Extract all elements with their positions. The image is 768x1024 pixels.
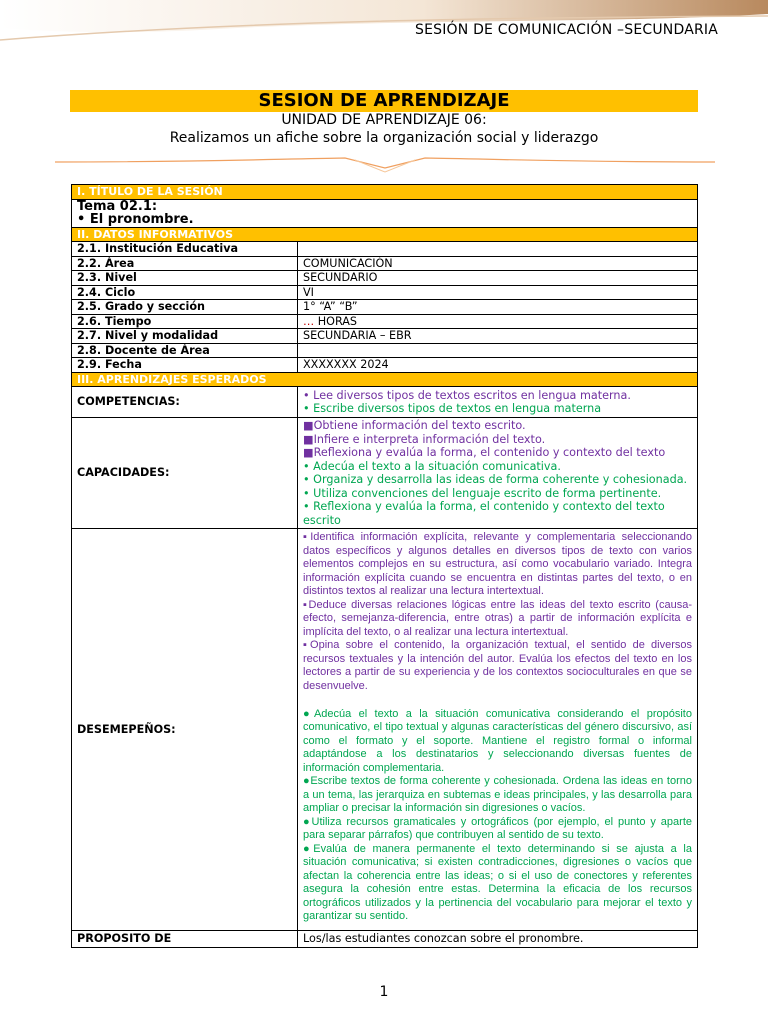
tiempo-unit: HORAS xyxy=(314,314,358,328)
competencia-item: • Escribe diversos tipos de textos en lengua materna xyxy=(303,402,602,415)
datos-label: 2.4. Ciclo xyxy=(72,285,298,300)
unit-title: UNIDAD DE APRENDIZAJE 06: xyxy=(281,112,487,128)
tema-line-2: • El pronombre. xyxy=(77,212,194,227)
competencias-row xyxy=(72,387,698,418)
capacidades-row xyxy=(72,418,698,529)
ornament-divider xyxy=(55,150,715,178)
datos-value: SECUNDARIO xyxy=(298,271,698,286)
competencia-item: • Lee diversos tipos de textos escritos en lengua materna. xyxy=(303,388,631,402)
competencias-cell xyxy=(298,387,698,418)
proposito-row xyxy=(72,930,698,947)
table-row xyxy=(72,271,698,286)
datos-label: 2.2. Área xyxy=(72,256,298,271)
table-row xyxy=(72,300,698,315)
capacidad-item: • Organiza y desarrolla las ideas de forma coherente y cohesionada. xyxy=(303,473,688,486)
capacidad-item: • Reflexiona y evalúa la forma, el contenido y contexto del texto escrito xyxy=(303,500,665,527)
capacidad-item: ■Infiere e interpreta información del texto. xyxy=(303,432,546,446)
capacidad-item: • Utiliza convenciones del lenguaje escrito de forma pertinente. xyxy=(303,486,662,500)
desempenos-label: DESEMEPEÑOS: xyxy=(72,529,298,931)
datos-label: 2.5. Grado y sección xyxy=(72,300,298,315)
desempeno-item: ●Evalúa de manera permanente el texto determinando si se ajusta a la situación comunicativa; si existen contradicciones, digresiones o vacíos que afectan la coherencia entre las ideas; o si el uso de conectores y referentes asegura la cohesión entre estas. Determina la eficacia de los recursos ortográficos utilizados y la pertinencia del vocabulario para mejorar el texto y garantizar su sentido. xyxy=(303,842,692,923)
datos-value xyxy=(298,343,698,358)
datos-label: 2.9. Fecha xyxy=(72,358,298,373)
page-number: 1 xyxy=(379,984,389,1000)
page-title: SESION DE APRENDIZAJE xyxy=(70,90,698,112)
datos-label: 2.1. Institución Educativa xyxy=(72,242,298,257)
tema-line-1: Tema 02.1: xyxy=(77,198,158,214)
capacidades-cell xyxy=(298,418,698,529)
unit-subtitle: Realizamos un afiche sobre la organización social y liderazgo xyxy=(169,130,599,146)
desempeno-item: ●Utiliza recursos gramaticales y ortográficos (por ejemplo, el punto y aparte para separar párrafos) que contribuyen al sentido de su texto. xyxy=(303,815,692,842)
capacidad-item: ■Reflexiona y evalúa la forma, el contenido y contexto del texto xyxy=(303,446,666,459)
desempeno-item: ●Escribe textos de forma coherente y cohesionada. Ordena las ideas en torno a un tema, las jerarquiza en subtemas e ideas principales, y las desarrolla para ampliar o precisar la información sin digresiones o vacíos. xyxy=(303,775,692,815)
proposito-value: Los/las estudiantes conozcan sobre el pronombre. xyxy=(298,930,698,947)
desempenos-row xyxy=(72,529,698,931)
desempeno-item: ▪Identifica información explícita, relevante y complementaria seleccionando datos específicos y algunos detalles en diversos tipos de texto con varios elementos complejos en su estructura, así como vocabulario variado. Integra información explícita cuando se encuentra en distintas partes del texto, o en distintos textos al realizar una lectura intertextual. xyxy=(303,531,692,597)
header-title: SESIÓN DE COMUNICACIÓN –SECUNDARIA xyxy=(414,22,718,38)
table-row xyxy=(72,329,698,344)
desempeno-item: ▪Opina sobre el contenido, la organización textual, el sentido de diversos recursos textuales y la intención del autor. Evalúa los efectos del texto en los lectores a partir de su experiencia y de los contextos socioculturales en que se desenvuelve. xyxy=(303,639,692,692)
datos-value: COMUNICACIÓN xyxy=(298,256,698,271)
datos-value: SECUNDARIA – EBR xyxy=(298,329,698,344)
desempenos-cell xyxy=(298,529,698,931)
datos-label: 2.3. Nivel xyxy=(72,271,298,286)
table-row xyxy=(72,256,698,271)
datos-label: 2.6. Tiempo xyxy=(72,314,298,329)
datos-value xyxy=(298,314,698,329)
desempeno-item: ●Adecúa el texto a la situación comunicativa considerando el propósito comunicativo, el tipo textual y algunas características del género discursivo, así como el formato y el soporte. Mantiene el registro formal o informal adaptándose a los destinatarios y seleccionando diversas fuentes de información complementaria. xyxy=(303,707,692,774)
table-row xyxy=(72,242,698,257)
table-row xyxy=(72,343,698,358)
table-row xyxy=(72,285,698,300)
datos-value: VI xyxy=(298,285,698,300)
section-datos: II. DATOS INFORMATIVOS xyxy=(72,227,698,242)
datos-value: XXXXXXX 2024 xyxy=(298,358,698,373)
datos-label: 2.7. Nivel y modalidad xyxy=(72,329,298,344)
datos-value: 1° “A” “B” xyxy=(298,300,698,315)
competencias-label: COMPETENCIAS: xyxy=(72,387,298,418)
tema-cell xyxy=(72,199,698,227)
capacidad-item: • Adecúa el texto a la situación comunicativa. xyxy=(303,459,561,473)
datos-label: 2.8. Docente de Área xyxy=(72,343,298,358)
session-table xyxy=(71,184,698,948)
section-aprendizajes: III. APRENDIZAJES ESPERADOS xyxy=(72,372,698,387)
capacidades-label: CAPACIDADES: xyxy=(72,418,298,529)
desempeno-item: ▪Deduce diversas relaciones lógicas entre las ideas del texto escrito (causa-efecto, semejanza-diferencia, entre otras) a partir de información explícita e implícita del texto, o al realizar una lectura intertextual. xyxy=(303,598,692,638)
table-row xyxy=(72,314,698,329)
section-title-session: I. TÍTULO DE LA SESIÓN xyxy=(72,185,698,200)
capacidad-item: ■Obtiene información del texto escrito. xyxy=(303,419,526,432)
tiempo-placeholder: … xyxy=(303,314,315,328)
table-row xyxy=(72,358,698,373)
datos-value xyxy=(298,242,698,257)
proposito-label: PROPOSITO DE xyxy=(72,930,298,947)
